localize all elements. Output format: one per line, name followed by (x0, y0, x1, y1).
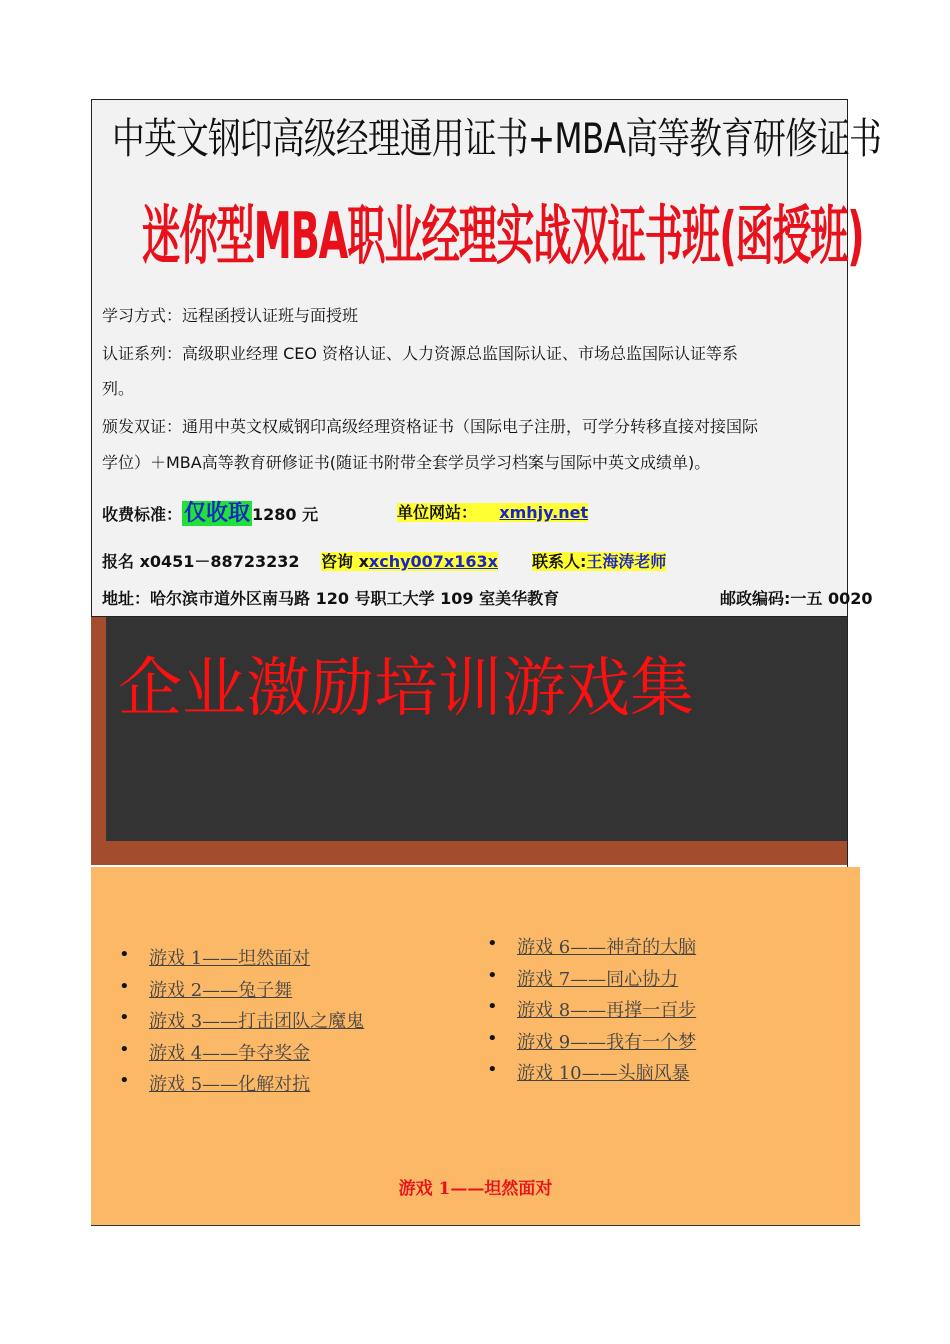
address-line: 地址：哈尔滨市道外区南马路 120 号职工大学 109 室美华教育 (102, 589, 560, 608)
banner-title: 企业激励培训游戏集 (118, 652, 694, 726)
dual-cert-line2: 学位）＋MBA高等教育研修证书(随证书附带全套学员学习档案与国际中英文成绩单)。 (102, 453, 711, 472)
banner-accent-bottom (91, 841, 848, 865)
signup-line: 报名 x0451－88723232 (102, 552, 300, 571)
fee-label: 收费标准： (102, 505, 183, 524)
cert-series-line2: 列。 (102, 379, 135, 398)
postcode-line: 邮政编码:一五 0020 (720, 589, 873, 608)
dual-cert-line1: 颁发双证：通用中英文权威钢印高级经理资格证书（国际电子注册，可学分转移直接对接国际 (102, 417, 759, 436)
list-item (487, 965, 696, 997)
game-link[interactable]: 游戏 2——兔子舞 (149, 979, 293, 1001)
contact-name: 王海涛老师 (586, 552, 667, 571)
list-item (119, 1039, 364, 1071)
list-item (487, 1059, 696, 1091)
website-label: 单位网站： (397, 503, 499, 522)
list-item (487, 1028, 696, 1060)
ad-title-certificates: 中英文钢印高级经理通用证书+MBA高等教育研修证书 (112, 114, 882, 163)
cert-series-line1: 认证系列：高级职业经理 CEO 资格认证、人力资源总监国际认证、市场总监国际认证等系 (102, 344, 739, 363)
games-section (91, 867, 860, 1226)
game-link[interactable]: 游戏 7——同心协力 (517, 968, 679, 990)
list-item (119, 1007, 364, 1039)
game-link[interactable]: 游戏 1——坦然面对 (149, 948, 311, 969)
contact-line (532, 549, 666, 572)
contact-label: 联系人: (532, 552, 587, 571)
fee-line (102, 496, 318, 527)
games-list-right (487, 933, 696, 1091)
consult-label: 咨询 x (321, 552, 369, 571)
ad-title-mba-class: 迷你型MBA职业经理实战双证书班(函授班) (142, 200, 864, 274)
section-heading: 游戏 1——坦然面对 (398, 1179, 553, 1199)
game-link[interactable]: 游戏 5——化解对抗 (149, 1074, 311, 1096)
game-link[interactable]: 游戏 8——再撑一百步 (517, 1000, 697, 1022)
game-link[interactable]: 游戏 10——头脑风暴 (517, 1063, 690, 1085)
fee-highlight: 仅收取 (184, 501, 251, 526)
list-item (119, 944, 364, 976)
website-link[interactable]: xmhjy.net (499, 503, 589, 522)
game-link[interactable]: 游戏 3——打击团队之魔鬼 (149, 1011, 365, 1033)
games-list-left (119, 944, 364, 1102)
fee-amount: 1280 元 (252, 505, 319, 524)
consult-line (321, 549, 498, 572)
consult-link[interactable]: xchy007x163x (368, 552, 498, 571)
website-line (397, 500, 588, 523)
list-item (119, 976, 364, 1008)
game-link[interactable]: 游戏 6——神奇的大脑 (517, 937, 697, 958)
banner-accent-left (91, 617, 106, 865)
list-item (487, 933, 696, 965)
list-item (119, 1070, 364, 1102)
banner-border (847, 617, 848, 867)
study-mode-line: 学习方式：远程函授认证班与面授班 (102, 306, 359, 325)
list-item (487, 996, 696, 1028)
game-link[interactable]: 游戏 9——我有一个梦 (517, 1031, 697, 1053)
advertisement-box (91, 99, 882, 617)
game-link[interactable]: 游戏 4——争夺奖金 (149, 1042, 311, 1064)
